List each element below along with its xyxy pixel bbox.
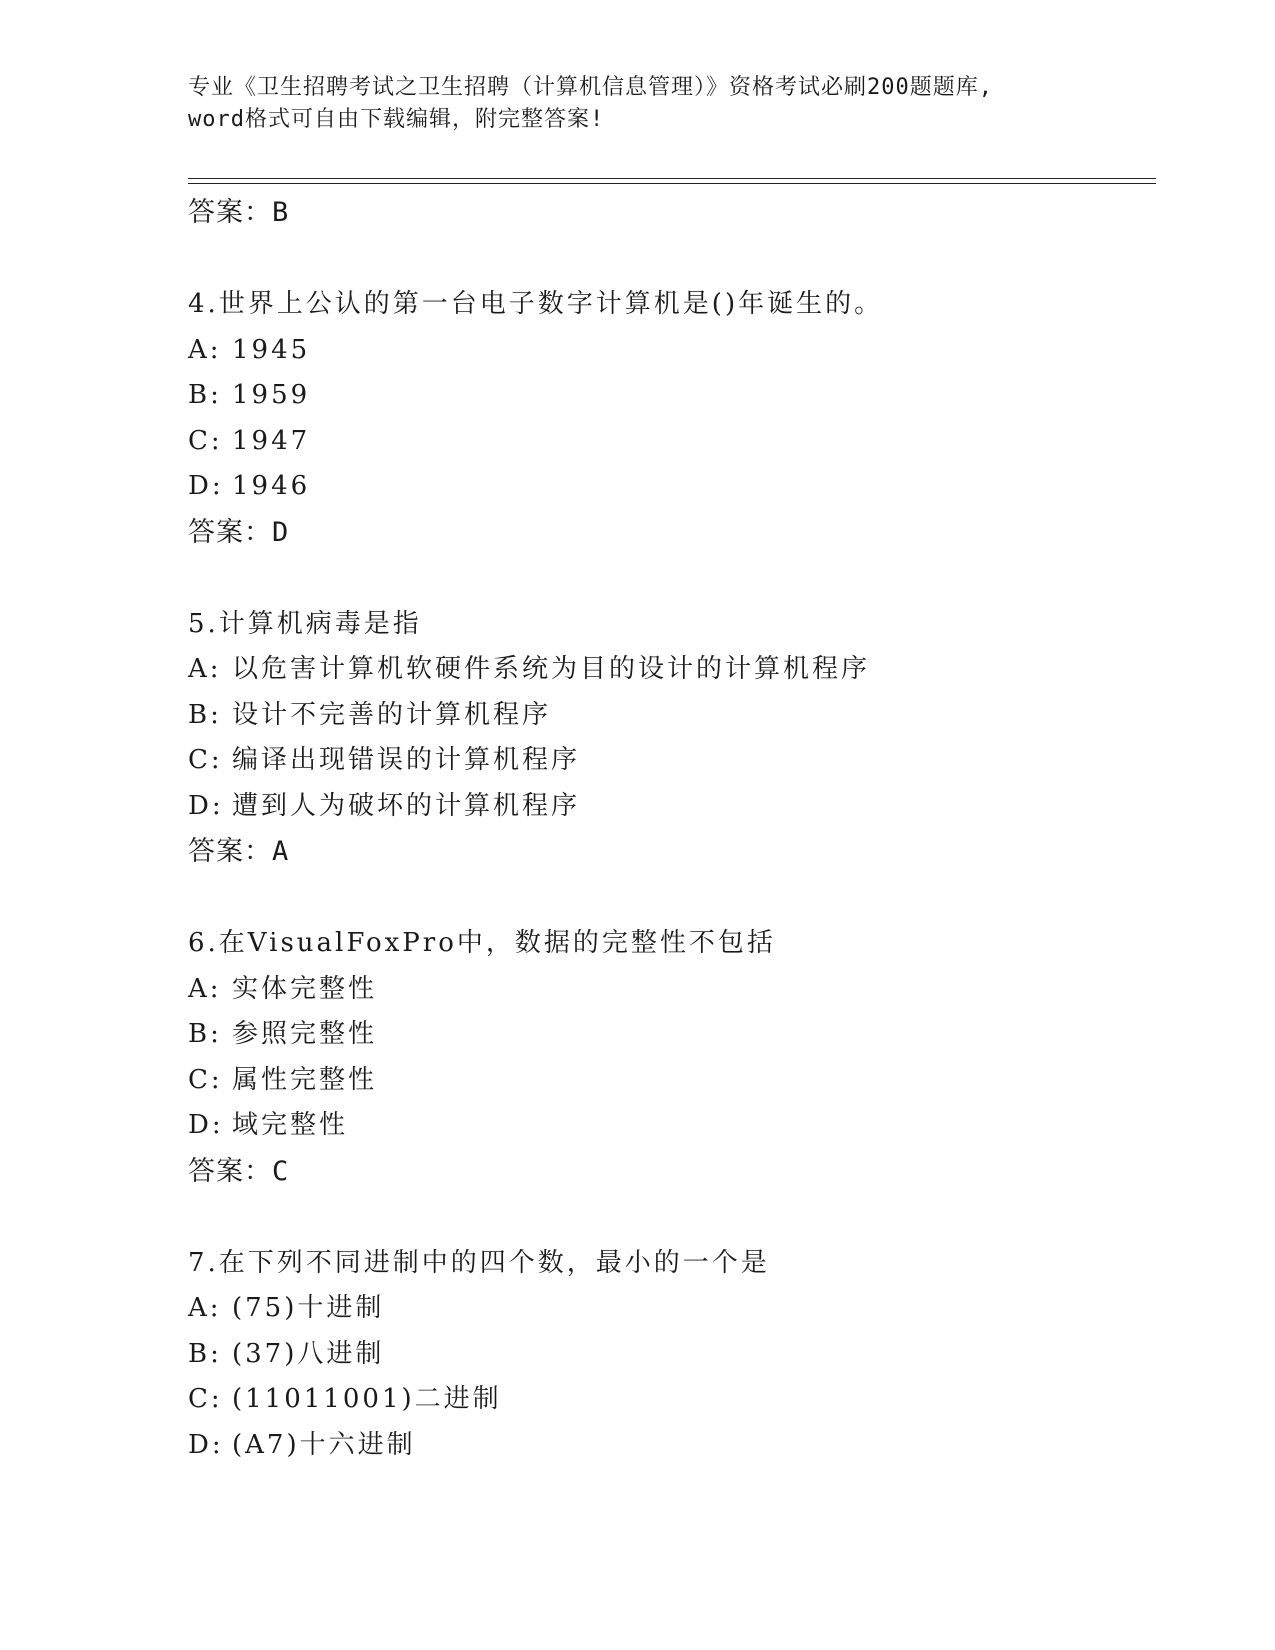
question-item xyxy=(188,602,1156,875)
answer-label: 答案：B xyxy=(188,197,290,228)
option-a xyxy=(188,1286,1156,1332)
option-d xyxy=(188,1103,1156,1149)
option-key: D: xyxy=(188,790,224,821)
option-text: (A7)十六进制 xyxy=(232,1429,416,1460)
option-text: (37)八进制 xyxy=(232,1338,385,1369)
option-key: C: xyxy=(188,1384,223,1414)
option-d xyxy=(188,1423,1156,1469)
option-text: 1947 xyxy=(232,425,311,456)
question-list xyxy=(188,190,1156,1468)
option-b xyxy=(188,373,1156,419)
option-key: B: xyxy=(188,699,222,730)
header-line-2: word格式可自由下载编辑，附完整答案! xyxy=(188,107,605,132)
question-item xyxy=(188,1241,1156,1469)
header-line-1: 专业《卫生招聘考试之卫生招聘（计算机信息管理）》资格考试必刷200题题库, xyxy=(188,75,993,100)
header-divider-top xyxy=(188,178,1156,179)
option-text: 遭到人为破坏的计算机程序 xyxy=(232,790,581,821)
question-title: 7.在下列不同进制中的四个数，最小的一个是 xyxy=(188,1247,770,1278)
option-text: (11011001)二进制 xyxy=(232,1384,502,1414)
option-text: 编译出现错误的计算机程序 xyxy=(232,745,581,775)
option-text: 域完整性 xyxy=(232,1110,349,1140)
option-c xyxy=(188,1058,1156,1104)
option-text: 属性完整性 xyxy=(232,1064,378,1095)
question-title: 6.在VisualFoxPro中，数据的完整性不包括 xyxy=(188,928,776,958)
option-text: 1946 xyxy=(232,471,311,501)
question-item xyxy=(188,921,1156,1194)
question-title: 4.世界上公认的第一台电子数字计算机是()年诞生的。 xyxy=(188,289,884,319)
option-b xyxy=(188,1012,1156,1058)
question-item xyxy=(188,282,1156,555)
option-key: A: xyxy=(188,334,222,365)
option-a xyxy=(188,647,1156,693)
option-c xyxy=(188,419,1156,465)
option-text: 1945 xyxy=(232,334,311,365)
option-key: B: xyxy=(188,1338,222,1369)
option-a xyxy=(188,328,1156,374)
option-b xyxy=(188,1332,1156,1378)
option-key: A: xyxy=(188,1293,222,1323)
option-key: B: xyxy=(188,1019,222,1049)
option-c xyxy=(188,1377,1156,1423)
option-a xyxy=(188,967,1156,1013)
option-key: C: xyxy=(188,425,223,456)
option-c xyxy=(188,738,1156,784)
option-d xyxy=(188,464,1156,510)
option-text: 1959 xyxy=(232,380,311,410)
answer-label: 答案：A xyxy=(188,836,290,867)
option-key: B: xyxy=(188,380,222,410)
header-divider-bottom xyxy=(188,183,1156,184)
option-text: 设计不完善的计算机程序 xyxy=(232,699,552,730)
option-text: 实体完整性 xyxy=(232,973,378,1004)
option-key: D: xyxy=(188,471,224,501)
answer-label: 答案：C xyxy=(188,1155,290,1187)
option-text: 参照完整性 xyxy=(232,1019,378,1049)
option-key: A: xyxy=(188,654,222,684)
option-key: C: xyxy=(188,1064,223,1095)
option-key: D: xyxy=(188,1429,224,1460)
option-key: D: xyxy=(188,1110,224,1140)
option-key: C: xyxy=(188,745,223,775)
option-b xyxy=(188,693,1156,739)
option-text: (75)十进制 xyxy=(232,1293,385,1323)
document-header xyxy=(188,72,1088,136)
answer-label: 答案：D xyxy=(188,516,290,548)
option-text: 以危害计算机软硬件系统为目的设计的计算机程序 xyxy=(232,654,871,684)
question-title: 5.计算机病毒是指 xyxy=(188,608,422,639)
option-key: A: xyxy=(188,973,222,1004)
option-d xyxy=(188,784,1156,830)
